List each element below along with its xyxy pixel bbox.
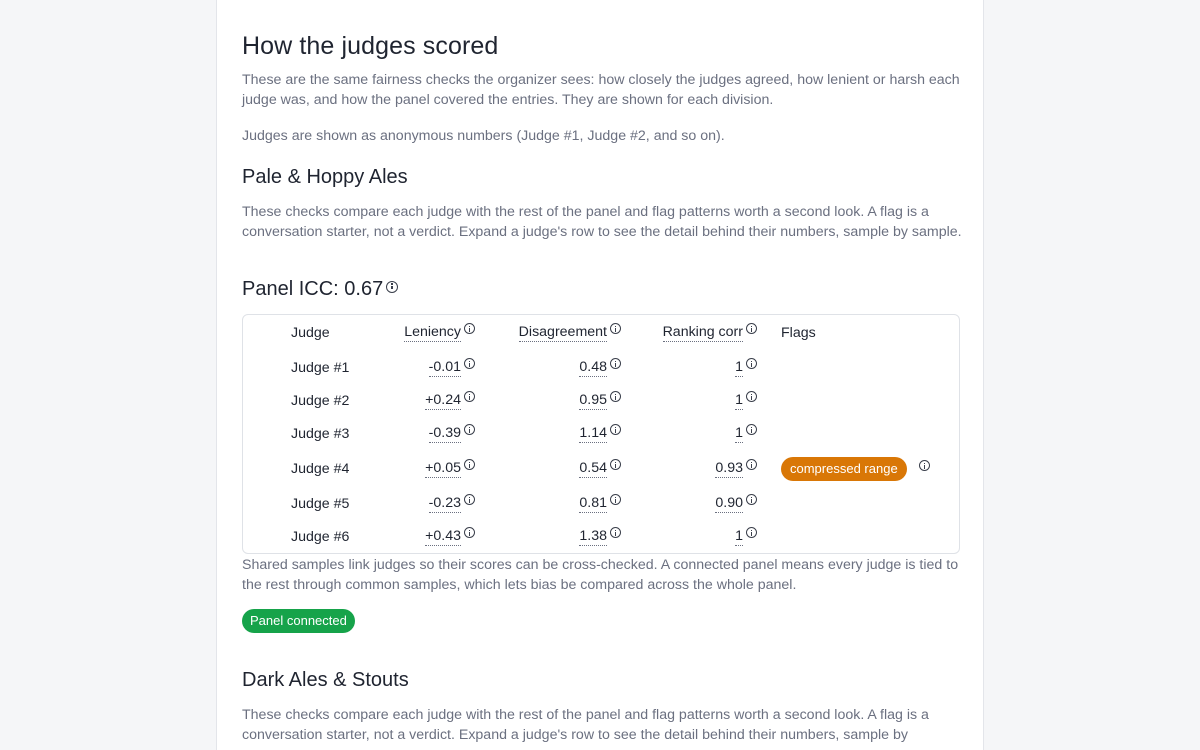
info-icon[interactable] [746,494,757,505]
info-icon[interactable] [464,459,475,470]
panel-connected-badge: Panel connected [242,609,355,633]
judge-name[interactable]: Judge #6 [291,529,350,545]
flag-badge-compressed-range: compressed range [781,457,907,481]
leniency-value[interactable]: -0.23 [383,495,475,513]
column-header-disagreement[interactable]: Disagreement [493,324,621,342]
info-icon[interactable] [386,281,398,293]
judge-name[interactable]: Judge #2 [291,393,350,409]
info-icon[interactable] [464,358,475,369]
disagreement-value[interactable]: 1.14 [493,425,621,443]
info-icon[interactable] [746,424,757,435]
info-icon[interactable] [610,459,621,470]
disagreement-value[interactable]: 1.38 [493,528,621,546]
info-icon[interactable] [746,391,757,402]
leniency-value[interactable]: +0.43 [383,528,475,546]
info-icon[interactable] [464,424,475,435]
info-icon[interactable] [746,527,757,538]
info-icon[interactable] [746,323,757,334]
info-icon[interactable] [610,323,621,334]
column-header-flags: Flags [781,325,816,341]
division-description: These checks compare each judge with the rest of the panel and flag patterns worth a second look. A flag is a conversation starter, not a verdict. Expand a judge's row to see the detail behind their numbers, sample by [242,707,929,743]
info-icon[interactable] [610,391,621,402]
connectivity-text: Shared samples link judges so their scores can be cross-checked. A connected panel means every judge is tied to the rest through common samples, which lets bias be compared across the whole panel. [242,557,959,593]
disagreement-value[interactable]: 0.81 [493,495,621,513]
leniency-value[interactable]: -0.39 [383,425,475,443]
judges-table [242,314,960,554]
ranking-corr-value[interactable]: 0.93 [638,460,757,478]
info-icon[interactable] [919,460,930,471]
disagreement-value[interactable]: 0.54 [493,460,621,478]
column-header-judge: Judge [291,325,330,341]
ranking-corr-value[interactable]: 1 [638,359,757,377]
intro-text: These are the same fairness checks the organizer sees: how closely the judges agreed, how lenient or harsh each judge was, and how the panel covered the entries. They are shown for each division. [242,72,960,108]
ranking-corr-value[interactable]: 1 [638,392,757,410]
judge-name[interactable]: Judge #1 [291,360,350,376]
ranking-corr-value[interactable]: 0.90 [638,495,757,513]
panel-icc-label: Panel ICC: 0.67 [242,278,384,300]
page-title: How the judges scored [242,32,499,60]
panel-icc [242,278,398,301]
info-icon[interactable] [746,459,757,470]
ranking-corr-value[interactable]: 1 [638,528,757,546]
ranking-corr-value[interactable]: 1 [638,425,757,443]
judge-name[interactable]: Judge #4 [291,461,350,477]
info-icon[interactable] [746,358,757,369]
info-icon[interactable] [464,527,475,538]
division-title: Dark Ales & Stouts [242,669,409,691]
leniency-value[interactable]: -0.01 [383,359,475,377]
disagreement-value[interactable]: 0.48 [493,359,621,377]
judge-name[interactable]: Judge #3 [291,426,350,442]
anonymity-note: Judges are shown as anonymous numbers (Judge #1, Judge #2, and so on). [242,128,725,144]
info-icon[interactable] [464,391,475,402]
column-header-leniency[interactable]: Leniency [383,324,475,342]
column-header-ranking-corr[interactable]: Ranking corr [638,324,757,342]
info-icon[interactable] [464,494,475,505]
info-icon[interactable] [610,358,621,369]
info-icon[interactable] [464,323,475,334]
division-description: These checks compare each judge with the rest of the panel and flag patterns worth a second look. A flag is a conversation starter, not a verdict. Expand a judge's row to see the detail behind their numbers, sample by sample. [242,204,962,240]
info-icon[interactable] [610,527,621,538]
content-panel [216,0,984,750]
info-icon[interactable] [610,494,621,505]
judge-name[interactable]: Judge #5 [291,496,350,512]
leniency-value[interactable]: +0.24 [383,392,475,410]
disagreement-value[interactable]: 0.95 [493,392,621,410]
info-icon[interactable] [610,424,621,435]
leniency-value[interactable]: +0.05 [383,460,475,478]
division-title: Pale & Hoppy Ales [242,166,408,188]
